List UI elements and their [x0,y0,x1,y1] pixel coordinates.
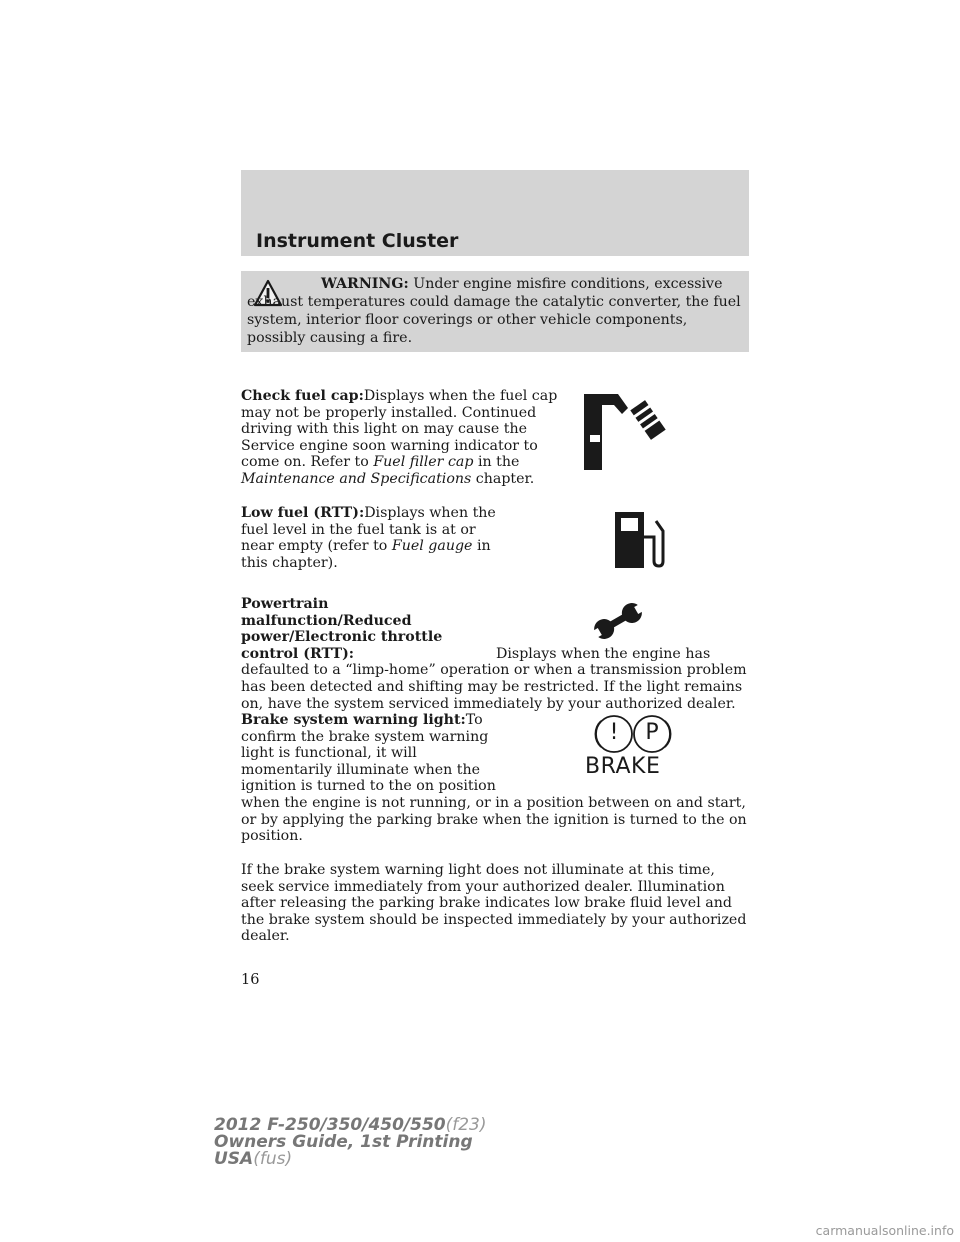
footer-model-code: (f23) [445,1115,487,1135]
warning-box [241,271,749,352]
check-fuel-cap-paragraph: Check fuel cap:Displays when the fuel cap may not be properly installed. Continued driving with this light on may cause the Service engine soon warning indicator to come on. Refer to Fuel filler cap in the Maintenance and Specifications chapter. [241,388,558,487]
print-footer [214,1117,487,1168]
powertrain-paragraph: Powertrain malfunction/Reduced power/Electronic throttle control (RTT): Displays when the engine has defaulted to a “limp-home” operation or when a transmission problem has been detected and shifting may be restricted. If the light remains on, have the system serviced immediately by your authorized dealer. [241,596,747,712]
maintenance-chapter-ref: Maintenance and Specifications [241,470,472,487]
footer-region: USA [214,1149,254,1169]
footer-printing: Owners Guide, 1st Printing [214,1132,473,1152]
brake-warning-icon [583,713,679,783]
check-fuel-cap-icon [584,392,678,472]
fuel-filler-cap-ref: Fuel filler cap [373,454,474,471]
brake-warning-label: Brake system warning light: [241,712,466,728]
brake-word: BRAKE [585,754,661,779]
section-header [241,170,749,256]
site-watermark: carmanualsonline.info [815,1223,954,1238]
warning-label: WARNING: [321,276,409,292]
warning-body: Under engine misfire conditions, excessive exhaust temperatures could damage the catalytic converter, the fuel system, interior floor coverings or other vehicle components, possibly causing a fire. [247,276,741,346]
brake-park-letter: P [645,720,659,745]
brake-circles-icon [583,713,679,757]
brake-followup-paragraph: If the brake system warning light does not illuminate at this time, seek service immediately from your authorized dealer. Illumination after releasing the parking brake indicates low brake fluid level and the brake system should be inspected immediately by your authorized dealer. [241,862,747,945]
fuel-gauge-ref: Fuel gauge [391,538,473,555]
powertrain-label: Powertrain malfunction/Reduced power/Electronic throttle control (RTT): [241,596,443,662]
page-number: 16 [241,972,260,988]
wrench-icon [586,598,650,644]
footer-model: 2012 F-250/350/450/550 [214,1115,446,1135]
check-fuel-cap-label: Check fuel cap: [241,388,364,404]
low-fuel-paragraph: Low fuel (RTT):Displays when the fuel level in the fuel tank is at or near empty (refer to Fuel gauge in this chapter). [241,505,496,571]
fuel-pump-icon [612,509,668,571]
footer-region-code: (fus) [253,1149,293,1169]
section-title: Instrument Cluster [256,230,459,252]
brake-exclamation: ! [609,720,619,745]
brake-warning-paragraph: Brake system warning light: To confirm the brake system warning light is functional, it will momentarily illuminate when the ignition is turned to the on position when the engine is not running, or in a position between on and start, or by applying the parking brake when the ignition is turned to the on position. [241,712,747,845]
low-fuel-label: Low fuel (RTT): [241,505,365,521]
warning-text [247,275,741,347]
